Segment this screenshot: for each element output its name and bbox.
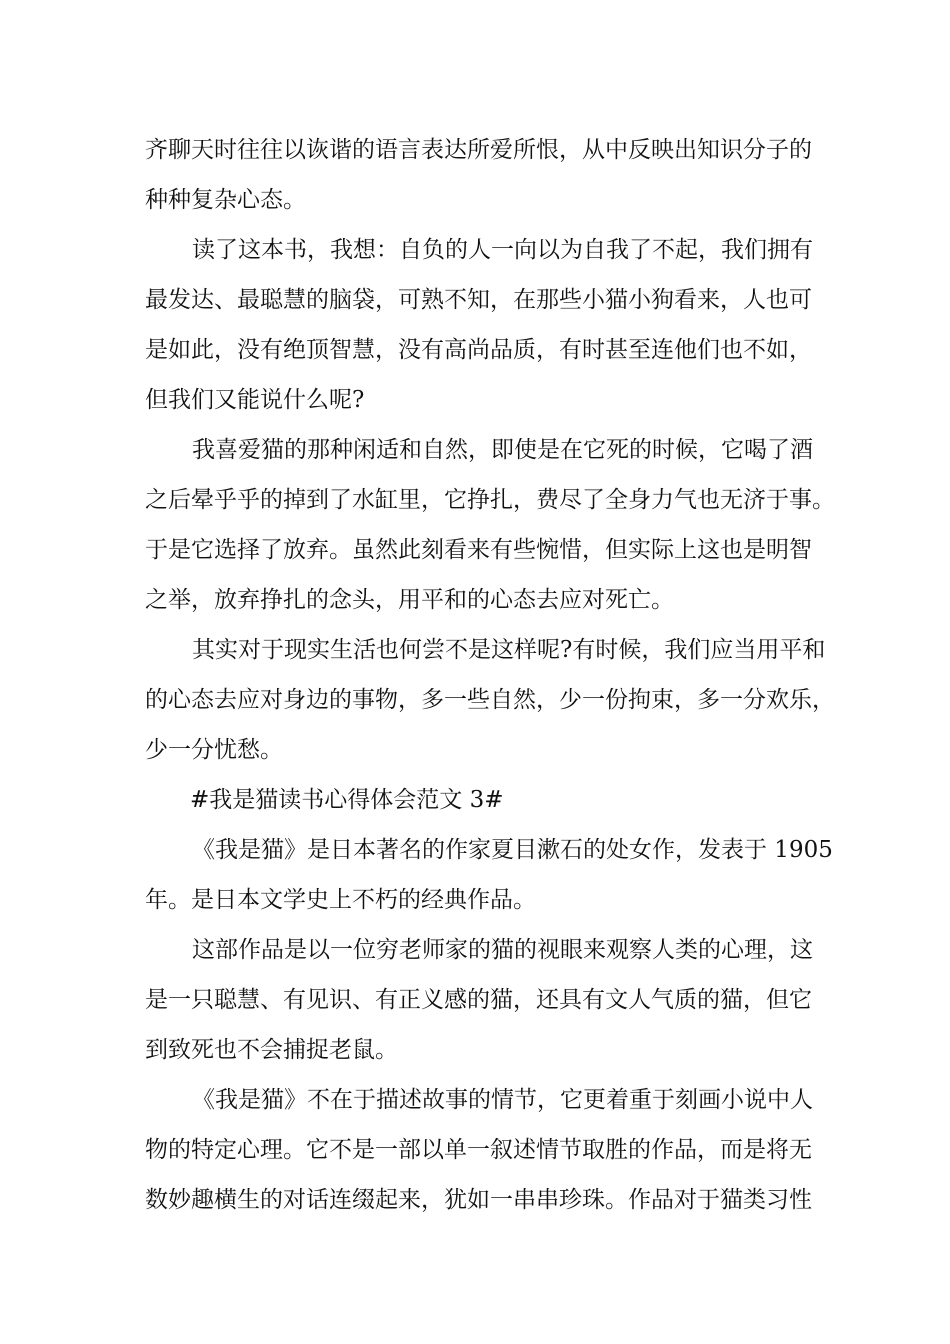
text-line-18: 是一只聪慧、有见识、有正义感的猫，还具有文人气质的猫，但它 xyxy=(145,987,812,1013)
text-line-15: 《我是猫》是日本著名的作家夏目漱石的处女作，发表于 1905 xyxy=(192,837,833,863)
text-line-6: 但我们又能说什么呢? xyxy=(145,387,365,413)
text-line-13: 少一分忧愁。 xyxy=(145,737,283,763)
text-line-7: 我喜爱猫的那种闲适和自然，即使是在它死的时候，它喝了酒 xyxy=(192,437,813,463)
text-line-5: 是如此，没有绝顶智慧，没有高尚品质，有时甚至连他们也不如， xyxy=(145,337,812,363)
text-line-12: 的心态去应对身边的事物，多一些自然，少一份拘束，多一分欢乐， xyxy=(145,687,835,713)
text-line-11: 其实对于现实生活也何尝不是这样呢?有时候，我们应当用平和 xyxy=(192,637,826,663)
text-line-9: 于是它选择了放弃。虽然此刻看来有些惋惜，但实际上这也是明智 xyxy=(145,537,812,563)
text-line-1: 齐聊天时往往以诙谐的语言表达所爱所恨，从中反映出知识分子的 xyxy=(145,137,812,163)
text-line-4: 最发达、最聪慧的脑袋，可熟不知，在那些小猫小狗看来，人也可 xyxy=(145,287,812,313)
text-line-17: 这部作品是以一位穷老师家的猫的视眼来观察人类的心理，这 xyxy=(192,937,813,963)
text-line-21: 物的特定心理。它不是一部以单一叙述情节取胜的作品，而是将无 xyxy=(145,1137,812,1163)
text-line-16: 年。是日本文学史上不朽的经典作品。 xyxy=(145,887,536,913)
text-line-22: 数妙趣横生的对话连缀起来，犹如一串串珍珠。作品对于猫类习性 xyxy=(145,1187,812,1213)
section-heading: #我是猫读书心得体会范文 3# xyxy=(190,787,504,813)
text-line-10: 之举，放弃挣扎的念头，用平和的心态去应对死亡。 xyxy=(145,587,674,613)
text-line-3: 读了这本书，我想：自负的人一向以为自我了不起，我们拥有 xyxy=(192,237,813,263)
text-line-19: 到致死也不会捕捉老鼠。 xyxy=(145,1037,398,1063)
text-line-8: 之后晕乎乎的掉到了水缸里，它挣扎，费尽了全身力气也无济于事。 xyxy=(145,487,835,513)
text-line-20: 《我是猫》不在于描述故事的情节，它更着重于刻画小说中人 xyxy=(192,1087,813,1113)
text-line-2: 种种复杂心态。 xyxy=(145,187,306,213)
